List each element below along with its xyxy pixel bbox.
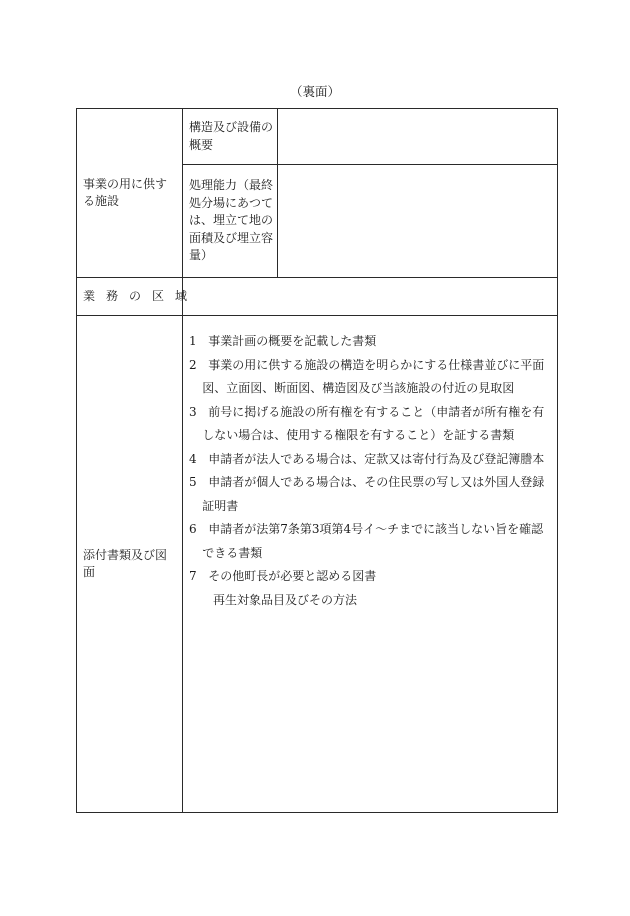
business-area-row [77, 278, 558, 316]
structure-value-field[interactable] [278, 109, 558, 165]
capacity-label: 処理能力（最終処分場にあつては、埋立て地の面積及び埋立容量） [183, 165, 278, 278]
structure-label: 構造及び設備の概要 [183, 109, 278, 165]
facility-label: 事業の用に供する施設 [77, 109, 183, 278]
attachments-list-cell [183, 316, 558, 813]
list-item: 4 申請者が法人である場合は、定款又は寄付行為及び登記簿謄本 [189, 451, 545, 466]
list-item: 1 事業計画の概要を記載した書類 [189, 334, 377, 348]
list-item: 2 事業の用に供する施設の構造を明らかにする仕様書並びに平面図、立面図、断面図、構造図及び当該施設の付近の見取図 [189, 357, 545, 395]
application-form-table [76, 108, 558, 813]
attachments-label: 添付書類及び図面 [77, 316, 183, 813]
business-area-label: 業務の区域 [77, 278, 183, 316]
attachments-list [189, 330, 553, 612]
facility-structure-row [77, 109, 558, 165]
list-item: 7 その他町長が必要と認める図書 [189, 569, 377, 583]
list-item: 5 申請者が個人である場合は、その住民票の写し又は外国人登録証明書 [189, 475, 545, 513]
list-item: 3 前号に掲げる施設の所有権を有すること（申請者が所有権を有しない場合は、使用する権限を有すること）を証する書類 [189, 404, 545, 442]
page-title: （裏面） [289, 84, 340, 99]
list-sub-item: 再生対象品目及びその方法 [213, 592, 358, 607]
business-area-value-field[interactable] [183, 278, 558, 316]
list-item: 6 申請者が法第7条第3項第4号イ～チまでに該当しない旨を確認できる書類 [189, 522, 544, 560]
capacity-value-field[interactable] [278, 165, 558, 278]
attachments-row [77, 316, 558, 813]
